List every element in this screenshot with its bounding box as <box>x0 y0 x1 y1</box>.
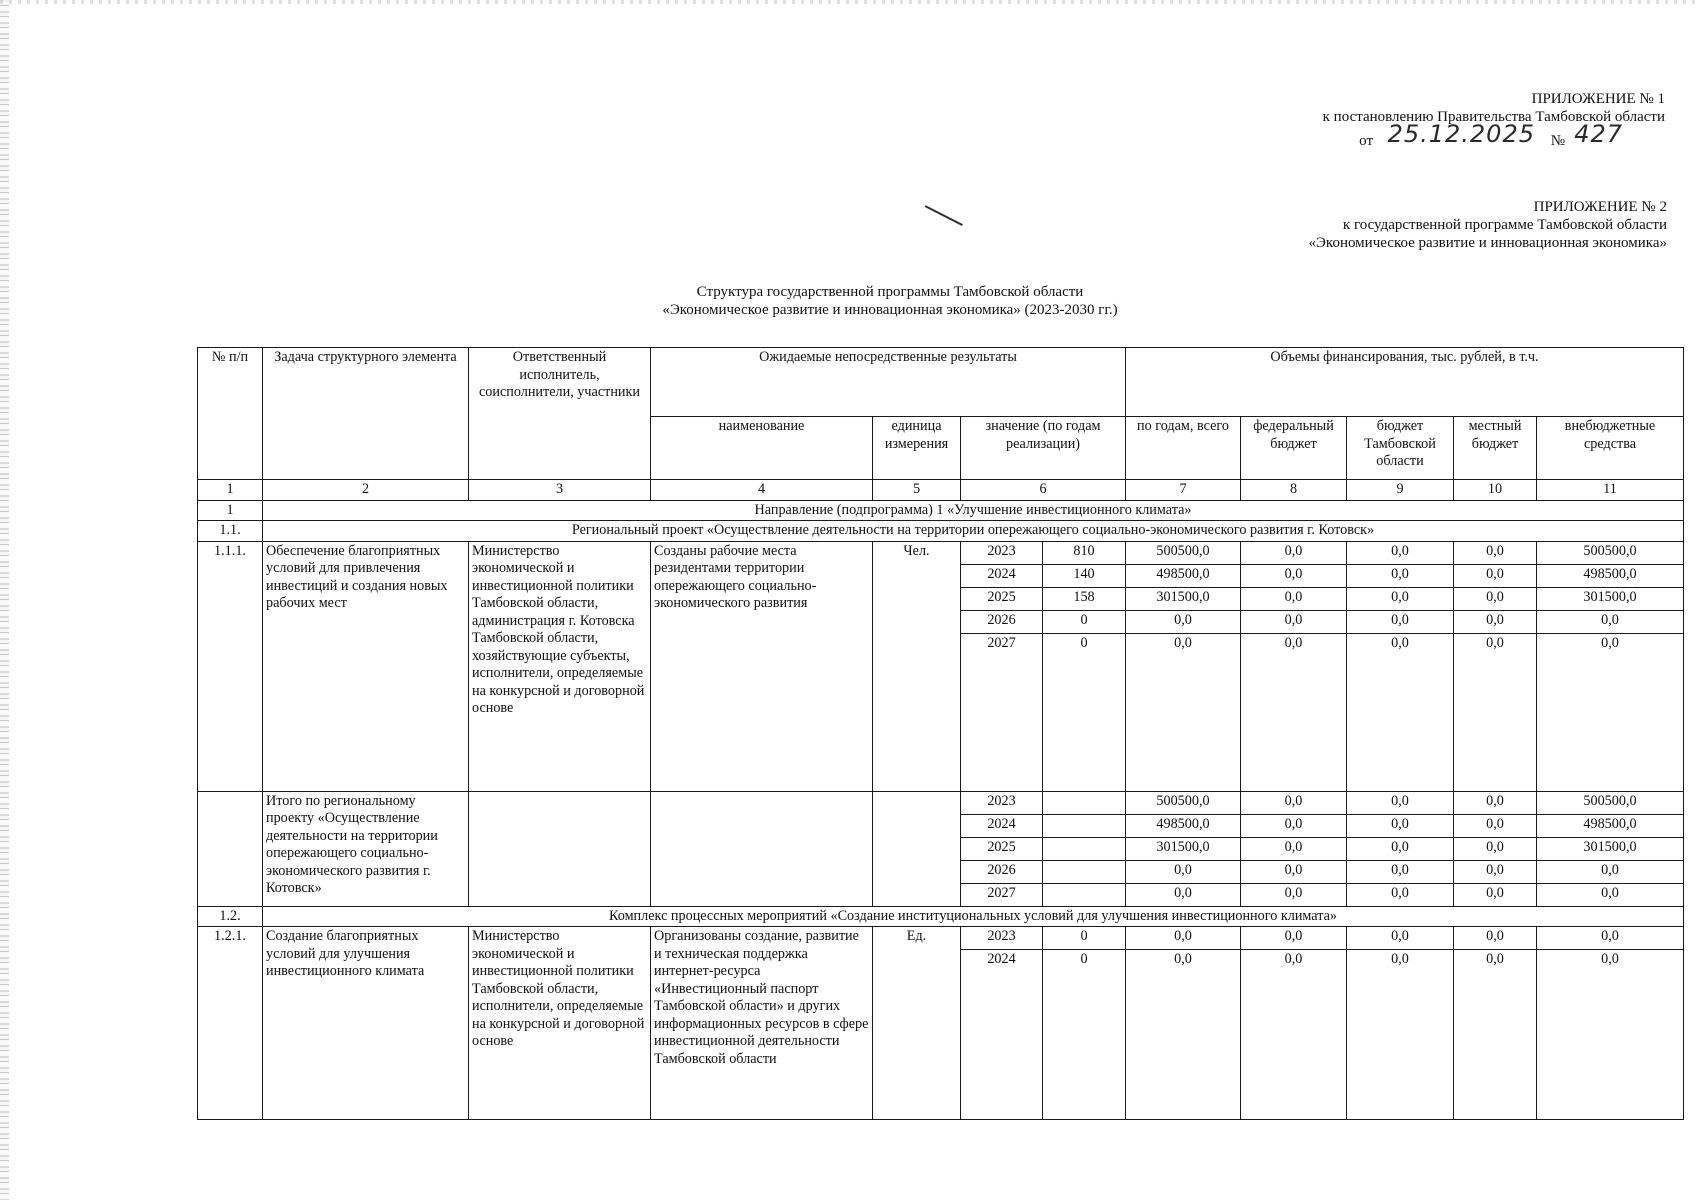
total-11-no <box>198 791 263 906</box>
column-number: 4 <box>651 480 873 501</box>
project-no: 1.1. <box>198 521 263 542</box>
appendix-1-subtitle: к постановлению Правительства Тамбовской области <box>1322 109 1665 125</box>
offbudget-cell: 500500,0 <box>1537 541 1684 564</box>
total-cell: 0,0 <box>1126 610 1241 633</box>
column-number: 3 <box>469 480 651 501</box>
complex-title: Комплекс процессных мероприятий «Создание институциональных условий для улучшения инвестиционного климата» <box>263 906 1684 927</box>
federal-cell: 0,0 <box>1241 610 1347 633</box>
total-cell: 500500,0 <box>1126 791 1241 814</box>
value-cell <box>1043 837 1126 860</box>
value-cell <box>1043 860 1126 883</box>
direction-no: 1 <box>198 500 263 521</box>
item-121-unit: Ед. <box>873 927 961 1120</box>
offbudget-cell: 500500,0 <box>1537 791 1684 814</box>
offbudget-cell: 498500,0 <box>1537 564 1684 587</box>
value-cell: 0 <box>1043 927 1126 950</box>
direction-title: Направление (подпрограмма) 1 «Улучшение инвестиционного климата» <box>263 500 1684 521</box>
regional-cell: 0,0 <box>1347 814 1454 837</box>
year-cell: 2025 <box>961 837 1043 860</box>
col-header-federal: федеральный бюджет <box>1241 417 1347 480</box>
federal-cell: 0,0 <box>1241 541 1347 564</box>
project-row <box>198 521 1684 542</box>
regional-cell: 0,0 <box>1347 541 1454 564</box>
table-row <box>198 541 1684 564</box>
year-cell: 2024 <box>961 950 1043 1120</box>
pen-stroke-mark <box>925 205 963 226</box>
total-cell: 0,0 <box>1126 950 1241 1120</box>
regional-cell: 0,0 <box>1347 564 1454 587</box>
complex-row <box>198 906 1684 927</box>
offbudget-cell: 0,0 <box>1537 860 1684 883</box>
regional-cell: 0,0 <box>1347 587 1454 610</box>
col-header-task: Задача структурного элемента <box>263 348 469 480</box>
item-121-no: 1.2.1. <box>198 927 263 1120</box>
year-cell: 2023 <box>961 541 1043 564</box>
offbudget-cell: 0,0 <box>1537 927 1684 950</box>
value-cell <box>1043 883 1126 906</box>
col-header-no: № п/п <box>198 348 263 480</box>
total-cell: 0,0 <box>1126 883 1241 906</box>
table-row <box>198 927 1684 950</box>
year-cell: 2023 <box>961 791 1043 814</box>
col-header-local: местный бюджет <box>1454 417 1537 480</box>
value-cell: 0 <box>1043 633 1126 791</box>
column-number: 10 <box>1454 480 1537 501</box>
total-cell: 0,0 <box>1126 633 1241 791</box>
project-title: Региональный проект «Осуществление деятельности на территории опережающего социально-экономического развития г. Котовск» <box>263 521 1684 542</box>
local-cell: 0,0 <box>1454 541 1537 564</box>
year-cell: 2024 <box>961 564 1043 587</box>
local-cell: 0,0 <box>1454 927 1537 950</box>
local-cell: 0,0 <box>1454 633 1537 791</box>
federal-cell: 0,0 <box>1241 927 1347 950</box>
item-111-no: 1.1.1. <box>198 541 263 791</box>
regional-cell: 0,0 <box>1347 883 1454 906</box>
total-11-unit <box>873 791 961 906</box>
col-header-regional: бюджет Тамбовской области <box>1347 417 1454 480</box>
appendix-2-line2: «Экономическое развитие и инновационная экономика» <box>1308 235 1667 251</box>
total-11-result <box>651 791 873 906</box>
offbudget-cell: 0,0 <box>1537 950 1684 1120</box>
local-cell: 0,0 <box>1454 883 1537 906</box>
column-number: 11 <box>1537 480 1684 501</box>
handwritten-date: 25.12.2025 <box>1387 120 1535 148</box>
regional-cell: 0,0 <box>1347 927 1454 950</box>
total-11-responsible <box>469 791 651 906</box>
value-cell: 0 <box>1043 950 1126 1120</box>
scan-edge-artifact <box>0 0 9 1200</box>
column-number: 8 <box>1241 480 1347 501</box>
appendix-1-title: ПРИЛОЖЕНИЕ № 1 <box>1531 91 1665 107</box>
local-cell: 0,0 <box>1454 610 1537 633</box>
total-cell: 0,0 <box>1126 927 1241 950</box>
value-cell: 810 <box>1043 541 1126 564</box>
federal-cell: 0,0 <box>1241 883 1347 906</box>
federal-cell: 0,0 <box>1241 587 1347 610</box>
total-cell: 301500,0 <box>1126 837 1241 860</box>
col-header-name: наименование <box>651 417 873 480</box>
title-line-1: Структура государственной программы Тамбовской области <box>696 284 1084 300</box>
total-11-label: Итого по региональному проекту «Осуществление деятельности на территории опережающего социально-экономического развития г. Котовск» <box>263 791 469 906</box>
column-number: 5 <box>873 480 961 501</box>
appendix-2-line1: к государственной программе Тамбовской области <box>1342 217 1667 233</box>
total-cell: 500500,0 <box>1126 541 1241 564</box>
number-sign: № <box>1550 133 1565 149</box>
title-line-2: «Экономическое развитие и инновационная экономика» (2023-2030 гг.) <box>662 302 1118 318</box>
federal-cell: 0,0 <box>1241 950 1347 1120</box>
value-cell: 0 <box>1043 610 1126 633</box>
value-cell <box>1043 814 1126 837</box>
date-prefix: от <box>1359 133 1373 149</box>
year-cell: 2026 <box>961 860 1043 883</box>
appendix-1-block <box>965 90 1665 152</box>
document-title <box>540 283 1240 319</box>
federal-cell: 0,0 <box>1241 633 1347 791</box>
local-cell: 0,0 <box>1454 837 1537 860</box>
local-cell: 0,0 <box>1454 791 1537 814</box>
direction-row <box>198 500 1684 521</box>
appendix-2-block <box>967 198 1667 252</box>
header-row-1 <box>198 348 1684 417</box>
col-header-financing: Объемы финансирования, тыс. рублей, в т.ч. <box>1126 348 1684 417</box>
column-number: 6 <box>961 480 1126 501</box>
item-121-result: Организованы создание, развитие и техническая поддержка интернет-ресурса «Инвестиционный паспорт Тамбовской области» и других информационных ресурсов в сфере инвестиционной деятельности Тамбовской области <box>651 927 873 1120</box>
total-cell: 301500,0 <box>1126 587 1241 610</box>
item-111-task: Обеспечение благоприятных условий для привлечения инвестиций и создания новых рабочих мест <box>263 541 469 791</box>
year-cell: 2027 <box>961 883 1043 906</box>
col-header-unit: единица измерения <box>873 417 961 480</box>
offbudget-cell: 301500,0 <box>1537 587 1684 610</box>
local-cell: 0,0 <box>1454 564 1537 587</box>
regional-cell: 0,0 <box>1347 837 1454 860</box>
item-111-result: Созданы рабочие места резидентами территории опережающего социально-экономического развития <box>651 541 873 791</box>
year-cell: 2025 <box>961 587 1043 610</box>
regional-cell: 0,0 <box>1347 610 1454 633</box>
total-cell: 498500,0 <box>1126 814 1241 837</box>
column-number: 9 <box>1347 480 1454 501</box>
year-cell: 2024 <box>961 814 1043 837</box>
item-111-unit: Чел. <box>873 541 961 791</box>
year-cell: 2026 <box>961 610 1043 633</box>
regional-cell: 0,0 <box>1347 950 1454 1120</box>
federal-cell: 0,0 <box>1241 564 1347 587</box>
federal-cell: 0,0 <box>1241 860 1347 883</box>
local-cell: 0,0 <box>1454 814 1537 837</box>
total-cell: 0,0 <box>1126 860 1241 883</box>
col-header-responsible: Ответственный исполнитель, соисполнители, участники <box>469 348 651 480</box>
year-cell: 2023 <box>961 927 1043 950</box>
total-cell: 498500,0 <box>1126 564 1241 587</box>
table-row <box>198 791 1684 814</box>
regional-cell: 0,0 <box>1347 633 1454 791</box>
program-structure-table <box>197 347 1684 1120</box>
local-cell: 0,0 <box>1454 860 1537 883</box>
column-number: 2 <box>263 480 469 501</box>
column-number: 1 <box>198 480 263 501</box>
col-header-results: Ожидаемые непосредственные результаты <box>651 348 1126 417</box>
column-number: 7 <box>1126 480 1241 501</box>
value-cell <box>1043 791 1126 814</box>
offbudget-cell: 0,0 <box>1537 883 1684 906</box>
local-cell: 0,0 <box>1454 587 1537 610</box>
regional-cell: 0,0 <box>1347 860 1454 883</box>
col-header-total: по годам, всего <box>1126 417 1241 480</box>
offbudget-cell: 498500,0 <box>1537 814 1684 837</box>
col-header-value: значение (по годам реализации) <box>961 417 1126 480</box>
local-cell: 0,0 <box>1454 950 1537 1120</box>
column-numbers-row <box>198 480 1684 501</box>
federal-cell: 0,0 <box>1241 837 1347 860</box>
offbudget-cell: 0,0 <box>1537 610 1684 633</box>
complex-no: 1.2. <box>198 906 263 927</box>
regional-cell: 0,0 <box>1347 791 1454 814</box>
item-121-task: Создание благоприятных условий для улучшения инвестиционного климата <box>263 927 469 1120</box>
year-cell: 2027 <box>961 633 1043 791</box>
appendix-1-date-line <box>965 120 1665 152</box>
item-121-responsible: Министерство экономической и инвестиционной политики Тамбовской области, исполнители, определяемые на конкурсной и договорной основе <box>469 927 651 1120</box>
federal-cell: 0,0 <box>1241 814 1347 837</box>
appendix-2-title: ПРИЛОЖЕНИЕ № 2 <box>1533 199 1667 215</box>
col-header-offbudget: внебюджетные средства <box>1537 417 1684 480</box>
scan-top-artifact <box>0 0 1697 4</box>
handwritten-number: 427 <box>1574 120 1623 148</box>
offbudget-cell: 301500,0 <box>1537 837 1684 860</box>
item-111-responsible: Министерство экономической и инвестиционной политики Тамбовской области, администрация г. Котовска Тамбовской области, хозяйствующие субъекты, исполнители, определяемые на конкурсной и договорной основе <box>469 541 651 791</box>
offbudget-cell: 0,0 <box>1537 633 1684 791</box>
value-cell: 140 <box>1043 564 1126 587</box>
federal-cell: 0,0 <box>1241 791 1347 814</box>
value-cell: 158 <box>1043 587 1126 610</box>
